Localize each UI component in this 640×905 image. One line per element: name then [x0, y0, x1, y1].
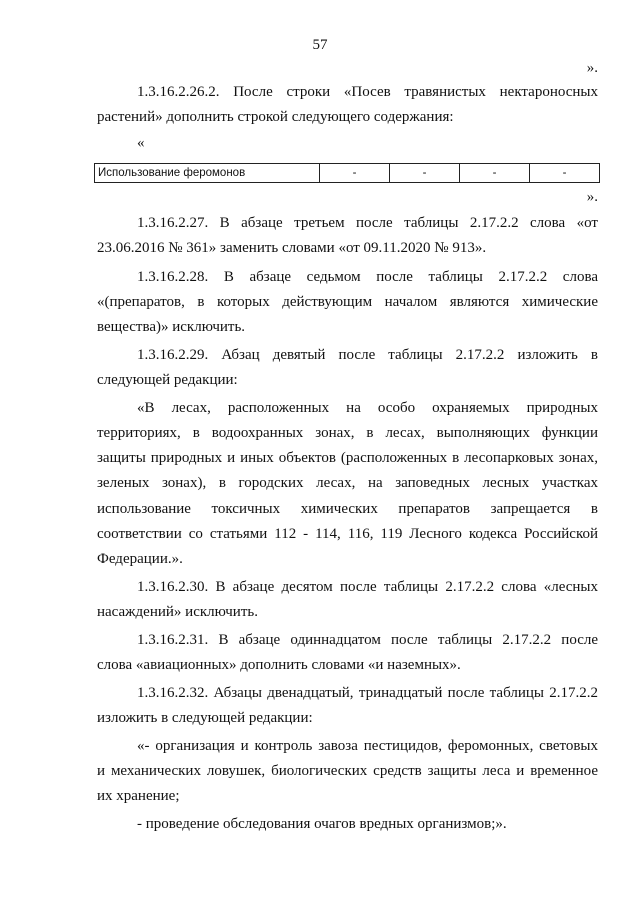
paragraph-line: их хранение;: [97, 788, 180, 804]
paragraph-line: территориях, в водоохранных зонах, в лесах, выполняющих функции: [97, 425, 598, 441]
paragraph-line: 1.3.16.2.26.2. После строки «Посев травянистых нектароносных: [137, 84, 598, 100]
paragraph-line: слова «авиационных» дополнить словами «и наземных».: [97, 657, 461, 673]
table-cell: -: [390, 164, 460, 183]
paragraph-line: - проведение обследования очагов вредных организмов;».: [137, 816, 507, 832]
paragraph-line: растений» дополнить строкой следующего содержания:: [97, 109, 454, 125]
paragraph-line: вещества)» исключить.: [97, 319, 246, 335]
table-cell: -: [530, 164, 600, 183]
paragraph-line: использование токсичных химических препаратов запрещается в: [97, 501, 598, 517]
paragraph-line: соответствии со статьями 112 - 114, 116, 119 Лесного кодекса Российской: [97, 526, 598, 542]
paragraph-line: 1.3.16.2.32. Абзацы двенадцатый, тринадцатый после таблицы 2.17.2.2: [137, 685, 598, 701]
closing-quote: ».: [586, 189, 598, 205]
paragraph-line: 1.3.16.2.30. В абзаце десятом после таблицы 2.17.2.2 слова «лесных: [137, 579, 598, 595]
paragraph-line: насаждений» исключить.: [97, 604, 258, 620]
paragraph-line: «- организация и контроль завоза пестицидов, феромонных, световых: [137, 738, 598, 754]
paragraph-line: 1.3.16.2.28. В абзаце седьмом после таблицы 2.17.2.2 слова: [137, 269, 598, 285]
paragraph-line: «В лесах, расположенных на особо охраняемых природных: [137, 400, 598, 416]
table-row: [95, 164, 600, 183]
paragraph-line: защиты природных и иных объектов (расположенных в лесопарковых зонах,: [97, 450, 598, 466]
paragraph-line: изложить в следующей редакции:: [97, 710, 313, 726]
table-cell: -: [320, 164, 390, 183]
paragraph-line: 23.06.2016 № 361» заменить словами «от 09.11.2020 № 913».: [97, 240, 487, 256]
paragraph-line: 1.3.16.2.27. В абзаце третьем после таблицы 2.17.2.2 слова «от: [137, 215, 598, 231]
opening-quote: «: [137, 135, 145, 151]
table-cell: -: [460, 164, 530, 183]
table-cell: Использование феромонов: [95, 164, 320, 183]
paragraph-line: зеленых зонах), в городских лесах, на заповедных лесных участках: [97, 475, 598, 491]
paragraph-line: 1.3.16.2.31. В абзаце одиннадцатом после таблицы 2.17.2.2 после: [137, 632, 598, 648]
paragraph-line: следующей редакции:: [97, 372, 238, 388]
paragraph-line: и механических ловушек, биологических средств защиты леса и временное: [97, 763, 598, 779]
page-number: 57: [312, 37, 328, 53]
paragraph-line: 1.3.16.2.29. Абзац девятый после таблицы 2.17.2.2 изложить в: [137, 347, 598, 363]
inserted-table: [94, 163, 600, 183]
paragraph-line: Федерации.».: [97, 551, 183, 567]
paragraph-line: «(препаратов, в которых действующим началом являются химические: [97, 294, 598, 310]
closing-quote: ».: [586, 60, 598, 76]
